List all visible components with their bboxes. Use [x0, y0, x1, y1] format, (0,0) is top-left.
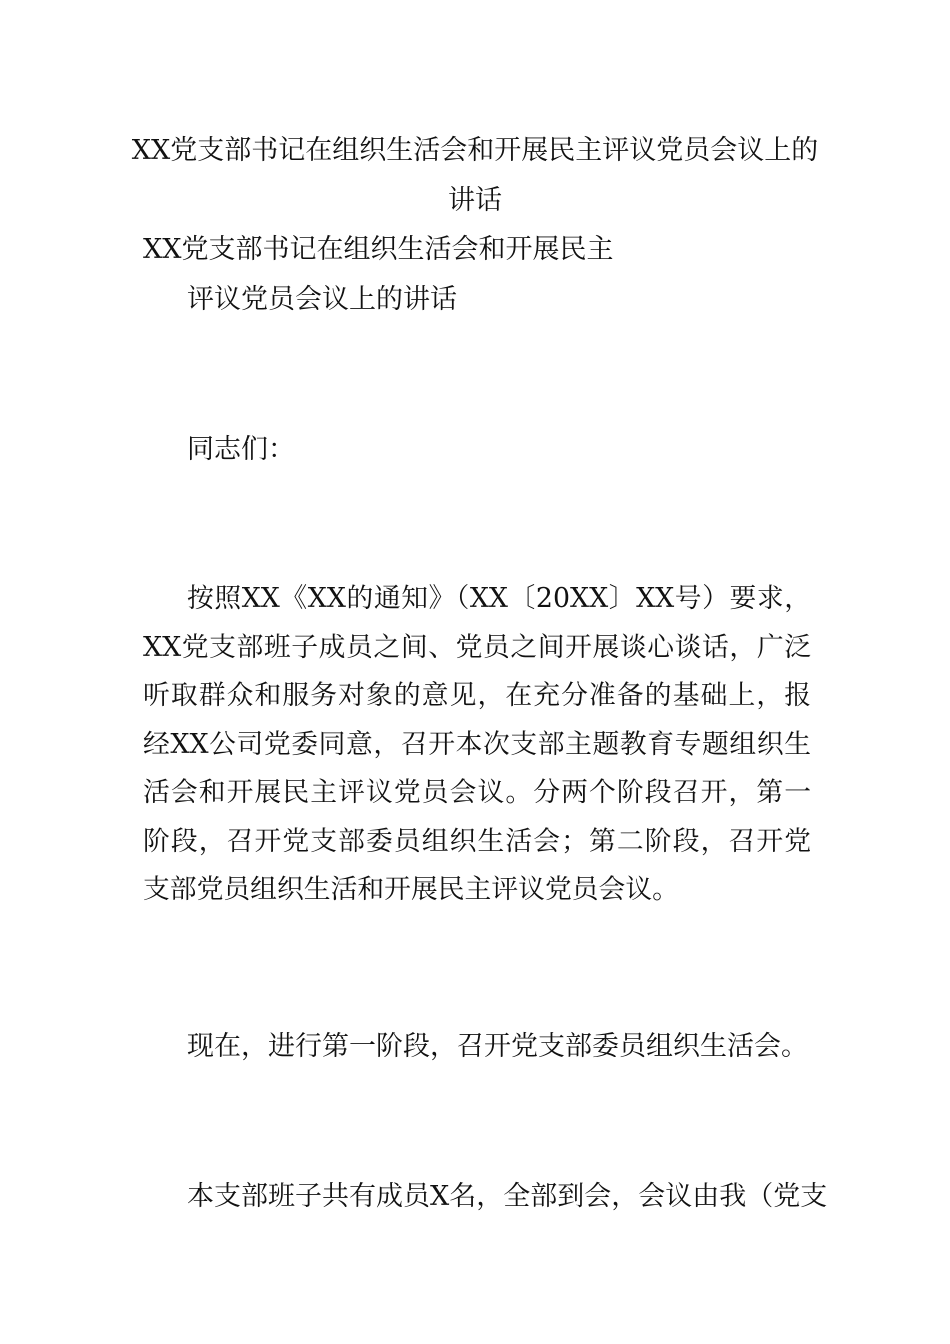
subtitle-line-2: 评议党员会议上的讲话	[187, 284, 457, 315]
document-title: XX党支部书记在组织生活会和开展民主评议党员会议上的讲话	[131, 135, 819, 216]
paragraph-1: 按照XX《XX的通知》（XX〔20XX〕XX号）要求，XX党支部班子成员之间、党员之间开展谈心谈话，广泛听取群众和服务对象的意见，在充分准备的基础上，报经XX公司党委同意，召开本次支部主题教育专题组织生活会和开展民主评议党员会议。分两个阶段召开，第一阶段，召开党支部委员组织生活会；第二阶段，召开党支部党员组织生活和开展民主评议党员会议。	[143, 583, 811, 905]
paragraph-2: 现在，进行第一阶段，召开党支部委员组织生活会。	[187, 1031, 808, 1062]
paragraph-3: 本支部班子共有成员X名，全部到会，会议由我（党支	[187, 1181, 828, 1212]
salutation: 同志们：	[187, 434, 295, 465]
subtitle-line-1: XX党支部书记在组织生活会和开展民主	[143, 234, 614, 265]
